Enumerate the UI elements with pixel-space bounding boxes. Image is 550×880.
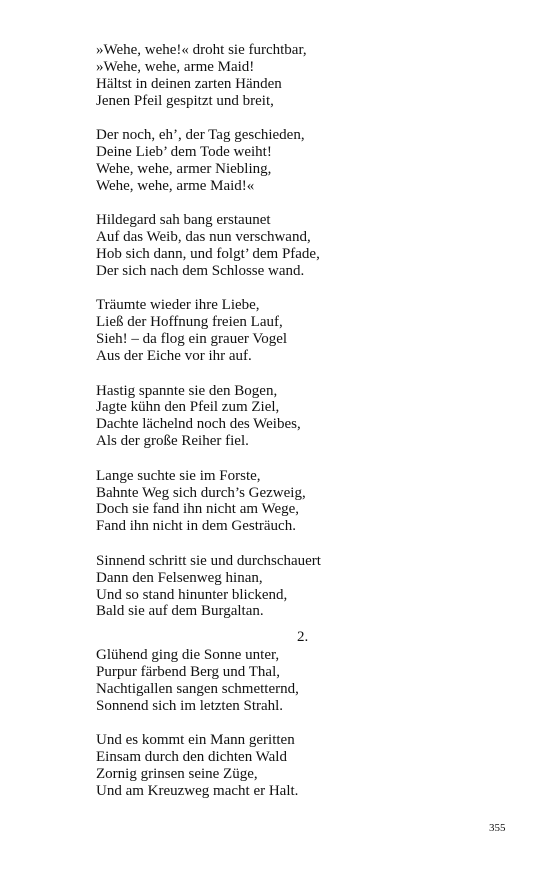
verse-line: Und so stand hinunter blickend, <box>96 586 288 603</box>
verse-line: Einsam durch den dichten Wald <box>96 749 287 766</box>
stanza <box>96 383 396 451</box>
stanza <box>96 127 396 195</box>
verse-line: Doch sie fand ihn nicht am Wege, <box>96 501 300 518</box>
verse-line: Jagte kühn den Pfeil zum Ziel, <box>96 399 280 416</box>
stanza <box>96 42 396 110</box>
section-number: 2. <box>297 629 309 645</box>
verse-line: Deine Lieb’ dem Tode weiht! <box>96 144 272 161</box>
verse-line: Träumte wieder ihre Liebe, <box>96 297 260 314</box>
verse-line: Und am Kreuzweg macht er Halt. <box>96 782 299 799</box>
verse-line: Purpur färbend Berg und Thal, <box>96 663 280 680</box>
verse-line: Fand ihn nicht in dem Gesträuch. <box>96 518 296 535</box>
verse-line: Bald sie auf dem Burgaltan. <box>96 603 264 620</box>
verse-line: Sieh! – da flog ein grauer Vogel <box>96 331 288 348</box>
verse-line: Und es kommt ein Mann geritten <box>96 732 295 749</box>
verse-line: Aus der Eiche vor ihr auf. <box>96 348 252 365</box>
stanza <box>96 212 396 280</box>
verse-line: Nachtigallen sangen schmetternd, <box>96 680 299 697</box>
verse-line: Hob sich dann, und folgt’ dem Pfade, <box>96 246 320 263</box>
verse-line: Zornig grinsen seine Züge, <box>96 765 258 782</box>
verse-line: Als der große Reiher fiel. <box>96 433 249 450</box>
verse-line: Bahnte Weg sich durch’s Gezweig, <box>96 484 306 501</box>
verse-line: »Wehe, wehe!« droht sie furchtbar, <box>96 42 307 58</box>
verse-line: Jenen Pfeil gespitzt und breit, <box>96 92 274 109</box>
verse-line: Glühend ging die Sonne unter, <box>96 647 280 663</box>
verse-line: Ließ der Hoffnung freien Lauf, <box>96 314 283 331</box>
verse-line: Sonnend sich im letzten Strahl. <box>96 697 284 714</box>
stanza <box>96 647 396 715</box>
verse-line: Wehe, wehe, armer Niebling, <box>96 160 272 177</box>
page-number: 355 <box>489 822 506 834</box>
verse-line: Hildegard sah bang erstaunet <box>96 212 271 229</box>
poem-section-2 <box>96 647 396 817</box>
verse-line: Dachte lächelnd noch des Weibes, <box>96 416 301 433</box>
verse-line: Der noch, eh’, der Tag geschieden, <box>96 127 305 144</box>
verse-line: »Wehe, wehe, arme Maid! <box>96 58 255 75</box>
verse-line: Lange suchte sie im Forste, <box>96 467 261 484</box>
verse-line: Hastig spannte sie den Bogen, <box>96 382 278 399</box>
poem-section-1 <box>96 42 396 638</box>
verse-line: Dann den Felsenweg hinan, <box>96 569 263 586</box>
stanza <box>96 297 396 365</box>
stanza <box>96 553 396 621</box>
verse-line: Wehe, wehe, arme Maid!« <box>96 177 255 194</box>
stanza <box>96 732 396 800</box>
verse-line: Sinnend schritt sie und durchschauert <box>96 552 321 569</box>
verse-line: Auf das Weib, das nun verschwand, <box>96 229 311 246</box>
verse-line: Hältst in deinen zarten Händen <box>96 75 282 92</box>
verse-line: Der sich nach dem Schlosse wand. <box>96 262 305 279</box>
stanza <box>96 468 396 536</box>
